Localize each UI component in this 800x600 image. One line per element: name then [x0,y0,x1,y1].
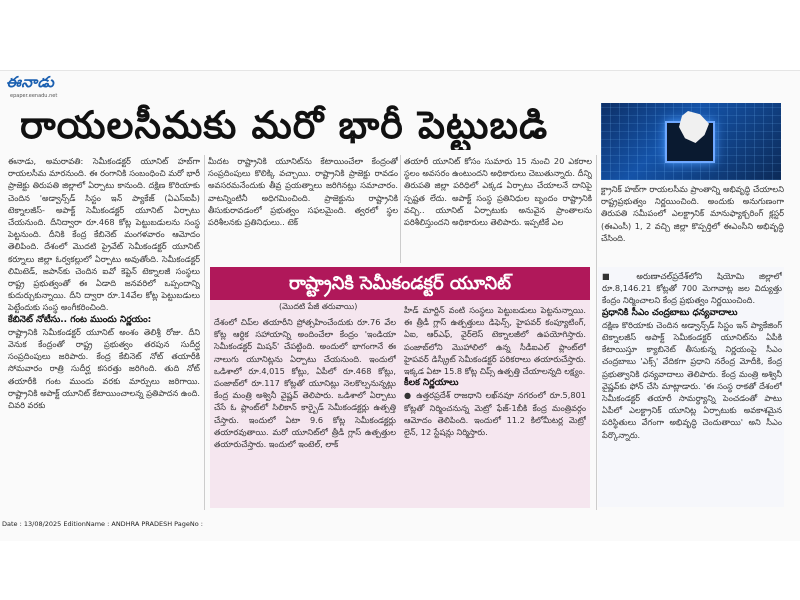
column-divider [400,155,401,263]
column-3-text: తయారీ యూనిట్ కోసం సుమారు 15 నుంచి 20 ఎకరాల స్థలం అవసరం ఉంటుందని అధికారులు చెబుతున్నారు. దీన్ని తిరుపతి జిల్లా పరిధిలో ఎక్కడ ఏర్పాటు చేయాలనే దానిపై స్పష్టత లేదు. అపాక్ట్ సంస్థ ప్రతినిధుల బృందం రాష్ట్రానికి వచ్చి.. యూనిట్ ఏర్పాటుకు అనువైన ప్రాంతాలను పరిశీలిస్తుందని అధికారులు తెలిపారు. ఇప్పటికే ఎల [404,156,592,228]
pink-column-b-text-b: ● ఉత్తరప్రదేశ్ రాజధాని లఖ్‌నవూ నగరంలో రూ.5,801 కోట్లతో నిర్మించనున్న మెట్రో ఫేజ్-1బీకి కేంద్ర మంత్రివర్గం ఆమోదం తెలిపింది. ఇందులో 11.2 కిలోమీటర్ల మెట్రో లైన్, 12 స్టేషన్లు నిర్మిస్తారు. [404,390,586,438]
article-column-4 [601,183,784,263]
pink-column-b [404,304,586,506]
column-4-text: క్ట్రానిక్ హబ్‌గా రాయలసీమ ప్రాంతాన్ని అభివృద్ధి చేయాలని రాష్ట్రప్రభుత్వం నిర్ణయించింది. అందుకు అనుగుణంగా తిరుపతి సమీపంలో ఎలక్ట్రానిక్ మానుఫ్యాక్చరింగ్ క్లస్టర్ (ఈఎంసీ) 1, 2 వచ్చి జిల్లా కొప్పర్తిలో ఈఎంసీని అభివృద్ధి చేసింది. [601,184,784,243]
article-column-1 [8,155,200,515]
column-divider [204,155,205,510]
column-divider [596,155,597,510]
pink-column-a-text: దేశంలో చిప్‌ల తయారీని ప్రోత్సహించేందుకు రూ.76 వేల కోట్ల ఆర్థిక సహాయాన్ని అందించేలా కేంద్రం 'ఇండియా సెమీకండక్టర్ మిషన్' చేపట్టింది. అందులో భాగంగానే ఈ నాలుగు యూనిట్లను ఏర్పాటు చేయనుంది. ఇందులో ఒడిశాలో రూ.4,015 కోట్లు, ఏపీలో రూ.468 కోట్లు, పంజాబ్‌లో రూ.117 కోట్లతో యూనిట్లు నెలకొల్పనున్నట్లు కేంద్ర మంత్రి అశ్వినీ వైష్ణవ్ తెలిపారు. ఒడిశాలో ఏర్పాటు చేసే ఓ ప్లాంట్‌లో సిలికాన్ కార్బైడ్ సెమీకండక్టర్లు ఉత్పత్తి చేస్తారు. ఇందులో ఏటా 9.6 కోట్ల సెమీకండక్టర్లు తయారవుతాయి. మరో యూనిట్‌లో త్రీడీ గ్లాస్ ఉత్పత్తుల తయారుచేస్తారు. ఇందులో ఇంటెల్, లాక్ [214,317,396,450]
semiconductor-chip-image [601,103,781,180]
article-column-2 [208,155,398,265]
pink-column-b-text-a: హీడ్ మార్టిన్ వంటి సంస్థలు పెట్టుబడులు పెట్టనున్నాయి. ఈ త్రీడీ గ్లాస్ ఉత్పత్తులు డిఫెన్స్, హైపవర్ కంప్యూటింగ్, ఏఐ, ఆర్ఎఫ్, వైర్‌లెస్ టెక్నాలజీలో ఉపయోగిస్తారు. పంజాబ్‌లోని మొహాలిలో ఉన్న సీడీఐఎల్ ప్లాంట్‌లో హైపవర్ డిస్క్రీట్ సెమీకండక్టర్ పరికరాలు తయారుచేస్తారు. ఇక్కడ ఏటా 15.8 కోట్ల చిప్స్ ఉత్పత్తి చేయాలన్నది లక్ష్యం. [404,305,586,377]
pink-column-a [214,316,396,506]
sidebar-text-a: ■ అరుణాచల్‌ప్రదేశ్‌లోని షియోమి జిల్లాలో రూ.8,146.21 కోట్లతో 700 మెగావాట్ల జల విద్యుత్తు కేంద్రం నిర్మించాలని కేంద్ర ప్రభుత్వం నిర్ణయించింది. [602,271,782,306]
column-1-text-b: రాష్ట్రానికి సెమీకండక్టర్ యూనిట్ అంశం తెలిశ్రీ రోజు. దీని వెనుక కేంద్రంతో రాష్ట్ర ప్రభుత్వం తరపున సుదీర్ఘ సంప్రదింపులు జరిపారు. కేంద్ర కేబినెట్ నోట్ తయారీకి సోమవారం రాత్రి సుదీర్ఘ కసరత్తు జరిగింది. తుది నోట్ తయారీకి గంట ముందు వరకు మార్పులు జరిగాయి. రాష్ట్రానికి అపాక్ట్ యూనిట్ కేటాయించాలన్న ప్రతిపాదన ఉంది. చివరి వరకు [8,326,200,411]
section-banner: రాష్ట్రానికి సెమీకండక్టర్ యూనిట్ [210,267,590,300]
headline: రాయలసీమకు మరో భారీ పెట్టుబడి [20,103,549,147]
footer-edition-info: Date : 13/08/2025 EditionName : ANDHRA PRADESH PageNo : [2,520,203,528]
pink-column-b-subhead: కీలక నిర్ణయాలు [404,378,459,389]
column-1-subhead: కేబినెట్ నోటీసు.. గంట ముందు నిర్ణయం: [8,314,152,325]
article-column-3 [404,155,592,265]
sidebar-text-b: దక్షిణ కొరియాకు చెందిన అడ్వాన్స్‌డ్ సిస్టం ఇన్ ప్యాకేజింగ్ టెక్నాలజీస్ అపాక్ట్ సెమీకండక్టర్ యూనిట్‌ను ఏపీకి కేటాయిస్తూ క్యాబినెట్ తీసుకున్న నిర్ణయంపై సీఎం చంద్రబాబు 'ఎక్స్' వేదికగా ప్రధాని నరేంద్ర మోదీకి, కేంద్ర ప్రభుత్వానికి ధన్యవాదాలు తెలిపారు. కేంద్ర మంత్రి అశ్వినీ వైష్ణవ్‌కు ఫోన్ చేసి మాట్లాడారు. 'ఈ సంస్థ రాకతో దేశంలో సెమీకండక్టర్ తయారీ సామర్థ్యాన్ని పెంచడంతో పాటు ఏపీలో ఎలక్ట్రానిక్ యూనిట్ల ఏర్పాటుకు అవకాశమైన పరిస్థితులు వేగంగా అభివృద్ధి చెందుతాయి' అని సీఎం పేర్కొన్నారు. [602,319,782,440]
masthead-logo[interactable] [6,72,76,92]
column-2-text: మీదట రాష్ట్రానికి యూనిట్‌ను కేటాయించేలా కేంద్రంతో సంప్రదింపులు కొలిక్కి వచ్చాయి. రాష్ట్రానికి ప్రాజెక్టు రావడం అవసరమనేందుకు తీవ్ర ప్రయత్నాలు జరిగినట్లు సమాచారం. వాటన్నింటినీ అధిగమించింది. ప్రాజెక్టును రాష్ట్రానికి తీసుకురావడంలో ప్రభుత్వం సఫలమైంది. త్వరలో స్థల పరిశీలనకు ప్రతినిధులు.. టెక్ [208,156,398,228]
sidebar-subhead: ప్రధానికి సీఎం చంద్రబాబు ధన్యవాదాలు [602,307,738,318]
masthead-url: epaper.eenadu.net [10,93,58,99]
sidebar-column [602,270,782,506]
continued-tag: (మొదటి పేజీ తరువాయి) [276,302,360,313]
logo-text: ఈనాడు [6,73,55,91]
column-1-text-a: ఈనాడు, అమరావతి: సెమీకండక్టర్ యూనిట్ హబ్‌గా రాయలసీమ మారనుంది. ఈ రంగానికి సంబంధించి మరో భారీ ప్రాజెక్టు తిరుపతి జిల్లాలో ఏర్పాటు కానుంది. దక్షిణ కొరియాకు చెందిన 'అడ్వాన్స్‌డ్ సిస్టం ఇన్ ప్యాకేజ్ (ఏఎస్ఐపీ) టెక్నాలజీస్- అపాక్ట్ సెమీకండక్టర్ యూనిట్ ఏర్పాటు చేయనుంది. దీనిద్వారా రూ.468 కోట్ల పెట్టుబడులను సంస్థ పెట్టనుంది. దీనికి కేంద్ర కేబినెట్ మంగళవారం ఆమోదం తెలిపింది. దేశంలో మొదటి ప్రైవేట్ సెమీకండక్టర్ యూనిట్ కర్నూలు జిల్లా ఓర్వకల్లులో ఏర్పాటు అవుతోంది. సెమీకండక్టర్ లిమిటెడ్, జపాన్‌కు చెందిన ఐవో కెప్టెన్ టెక్నాలజీ సంస్థలు రాష్ట్ర ప్రభుత్వంతో ఈ ఏడాది జనవరిలో ఒప్పందాన్ని కుదుర్చుకున్నాయి. దీని ద్వారా రూ.14వేల కోట్ల పెట్టుబడులు పెట్టేందుకు సంస్థ అంగీకరించింది. [8,156,200,313]
